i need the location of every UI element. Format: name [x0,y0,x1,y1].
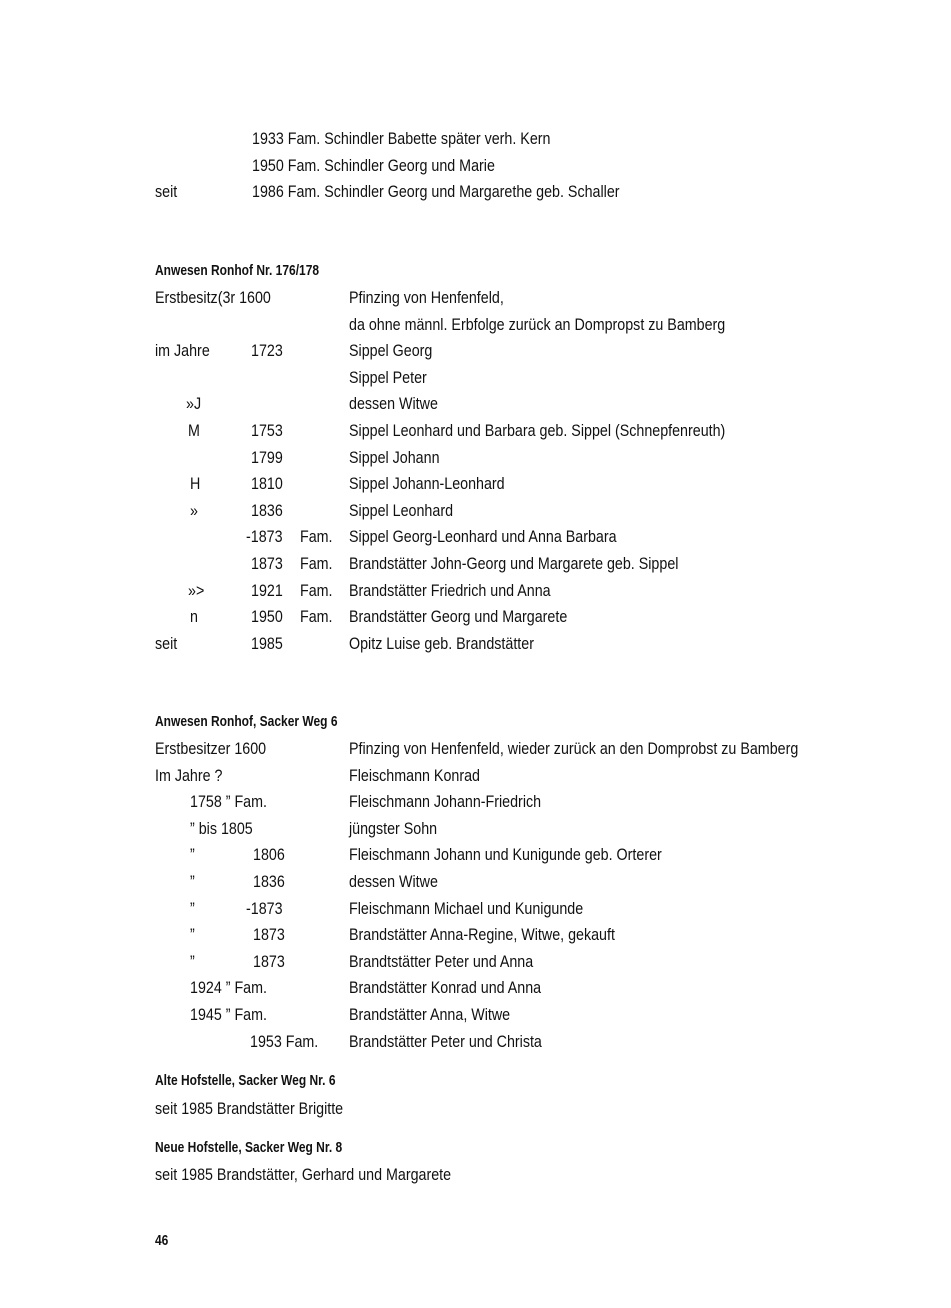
row-label: n [190,607,198,627]
row-label: M [188,421,200,440]
row-owner: Sippel Leonhard [349,500,454,520]
row-text: 1950 Fam. Schindler Georg und Marie [252,156,495,175]
row-year: 1985 [251,633,283,653]
row-label: Erstbesitz(3r 1600 [155,288,271,307]
row-year: 1799 [251,447,283,467]
row-owner: Brandstätter Konrad und Anna [349,978,542,998]
row-year: -1873 [246,527,283,547]
row-owner: Brandstätter Anna-Regine, Witwe, gekauft [349,925,615,945]
row-label: 1924 ” Fam. [190,978,267,998]
row-label: ” [190,898,195,918]
row-owner: Fleischmann Michael und Kunigunde [349,898,584,918]
row-owner: Pfinzing von Henfenfeld, wieder zurück an den Domprobst zu Bamberg [349,739,799,758]
row-year: 1921 [251,580,283,600]
row-fam: Fam. [300,527,333,547]
row-owner: Brandstätter Anna, Witwe [349,1005,511,1024]
row-year: 1873 [253,951,285,971]
row-owner: jüngster Sohn [349,818,438,838]
row-fam: Fam. [300,580,333,600]
row-owner: da ohne männl. Erbfolge zurück an Dompropst zu Bamberg [349,314,726,334]
row-owner: Sippel Johann-Leonhard [349,474,505,494]
row-label: im Jahre [155,341,210,361]
row-label: 1758 ” Fam. [190,792,267,812]
section-heading: Neue Hofstelle, Sacker Weg Nr. 8 [155,1139,343,1156]
page-number: 46 [155,1232,169,1249]
row-year: 1873 [253,925,285,945]
row-owner: Opitz Luise geb. Brandstätter [349,633,534,653]
row-owner: Brandstätter Georg und Margarete [349,607,568,627]
row-owner: Sippel Leonhard und Barbara geb. Sippel (Schnepfenreuth) [349,421,726,440]
row-owner: Sippel Peter [349,367,427,387]
row-label: ” [190,872,195,891]
row-fam: Fam. [300,554,333,573]
row-owner: Brandstätter Friedrich und Anna [349,580,551,600]
section-text: seit 1985 Brandstätter, Gerhard und Margarete [155,1165,452,1184]
row-label: ” [190,951,195,971]
row-label: ” [190,845,195,865]
row-label: »J [186,394,202,414]
row-label: Erstbesitzer 1600 [155,739,267,758]
row-year: 1950 [251,607,283,627]
row-owner: Sippel Georg-Leonhard und Anna Barbara [349,527,617,547]
row-owner: Brandstätter John-Georg und Margarete geb. Sippel [349,554,679,573]
row-year: -1873 [246,898,283,918]
row-label: H [190,474,201,494]
row-year: 1953 Fam. [250,1031,319,1051]
row-label: »> [188,580,205,600]
row-label: Im Jahre ? [155,765,223,785]
row-owner: Fleischmann Johann und Kunigunde geb. Orterer [349,845,662,865]
row-label: seit [155,182,178,201]
section-text: seit 1985 Brandstätter Brigitte [155,1099,344,1118]
row-year: 1810 [251,474,283,494]
row-owner: Brandstätter Peter und Christa [349,1031,542,1051]
row-year: 1723 [251,341,283,361]
row-owner: Sippel Georg [349,341,433,361]
row-year: 1873 [251,554,283,573]
section-heading: Anwesen Ronhof, Sacker Weg 6 [155,713,338,730]
section-heading: Alte Hofstelle, Sacker Weg Nr. 6 [155,1072,336,1089]
row-label: » [190,500,198,520]
section-heading: Anwesen Ronhof Nr. 176/178 [155,262,320,279]
row-text: 1986 Fam. Schindler Georg und Margarethe geb. Schaller [252,182,620,201]
row-year: 1836 [253,872,285,891]
row-year: 1806 [253,845,285,865]
row-label: seit [155,633,178,653]
row-owner: dessen Witwe [349,394,438,414]
row-label: ” bis 1805 [190,818,253,838]
row-owner: Sippel Johann [349,447,440,467]
row-label: ” [190,925,195,945]
row-year: 1753 [251,421,283,440]
row-owner: Fleischmann Konrad [349,765,480,785]
row-year: 1836 [251,500,283,520]
row-fam: Fam. [300,607,333,627]
row-owner: Brandtstätter Peter und Anna [349,951,534,971]
row-owner: Pfinzing von Henfenfeld, [349,288,504,307]
row-owner: Fleischmann Johann-Friedrich [349,792,542,812]
row-text: 1933 Fam. Schindler Babette später verh. Kern [252,129,551,148]
row-owner: dessen Witwe [349,872,438,891]
row-label: 1945 ” Fam. [190,1005,267,1024]
